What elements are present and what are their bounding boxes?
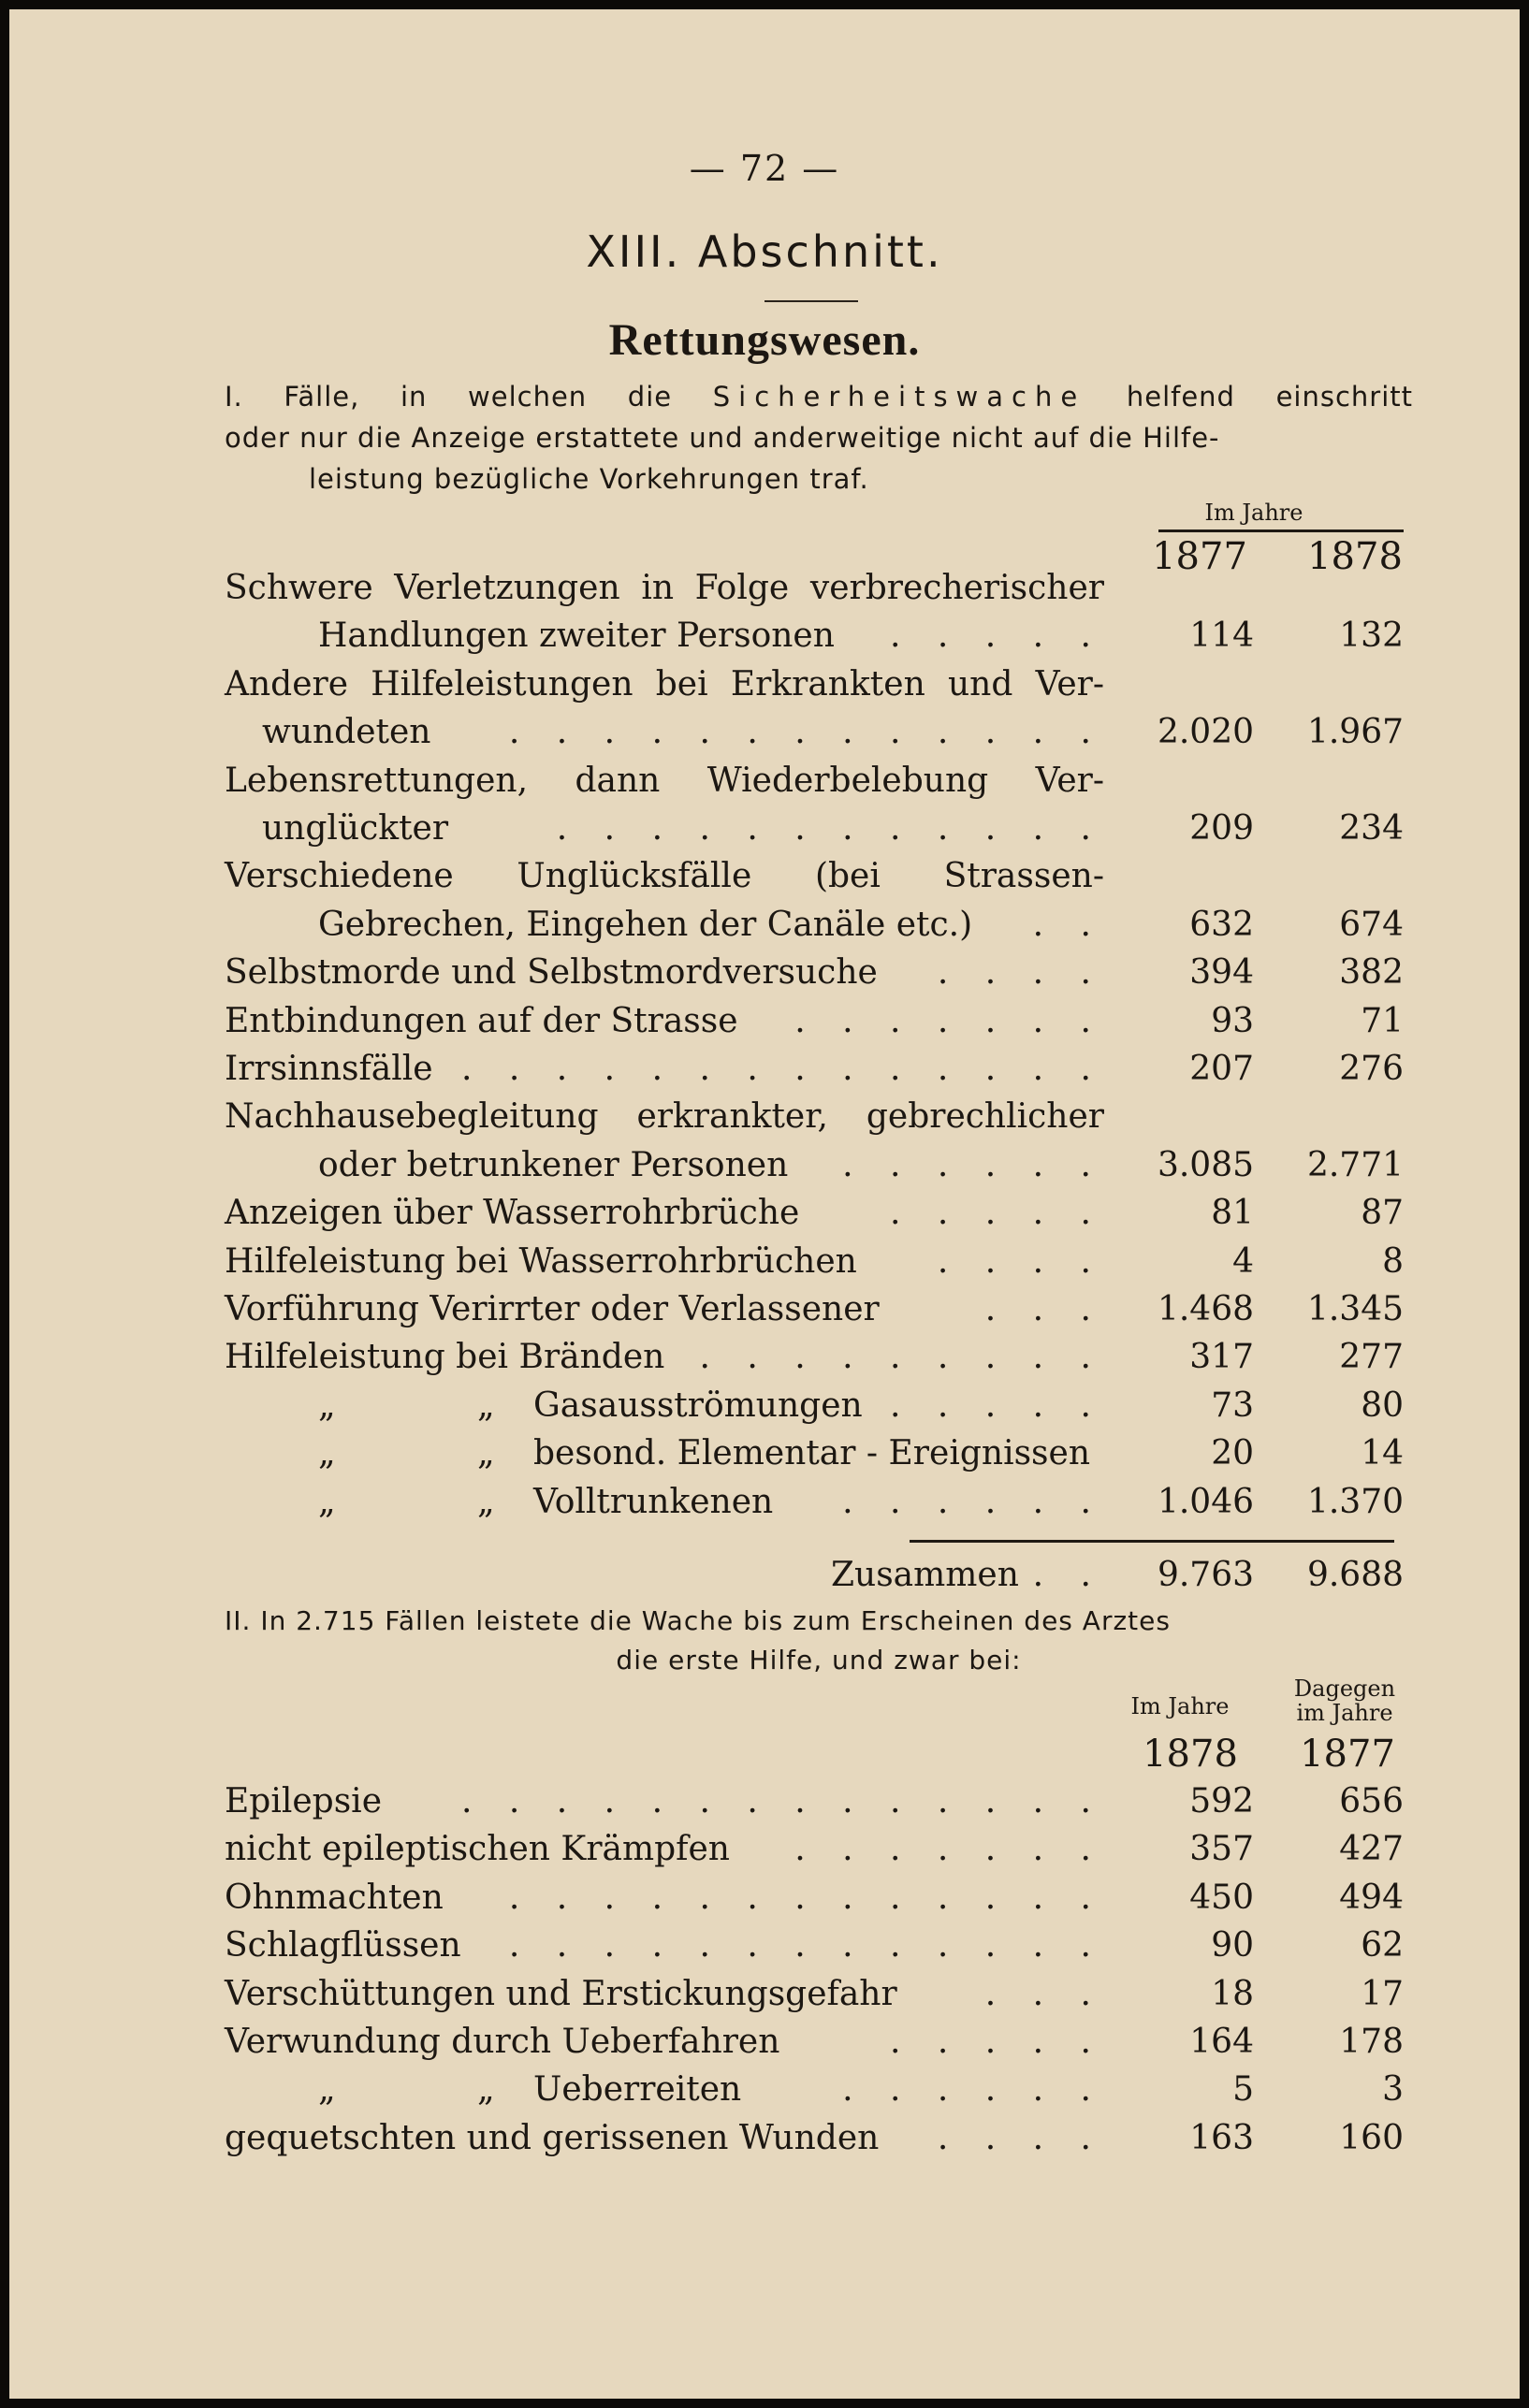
row-label: Vorführung Verirrter oder Verlassener: [225, 1290, 880, 1328]
value-col1: 209: [1189, 809, 1254, 848]
row-label: oder betrunkener Personen: [318, 1145, 789, 1184]
table-row: [225, 1285, 1413, 1333]
value-col1: 357: [1189, 1830, 1254, 1869]
emphasis-spaced: Sicherheitswache: [712, 381, 1086, 413]
table-row: [225, 1189, 1413, 1237]
table-row: [225, 949, 1413, 996]
value-col2: 8: [1382, 1241, 1404, 1281]
row-label: nicht epileptischen Krämpfen: [225, 1830, 730, 1869]
row-label: Ohnmachten: [225, 1878, 444, 1917]
table-row: [225, 852, 1413, 900]
dot-leader: . . . .: [937, 2118, 1104, 2157]
row-label: Ueberreiten: [533, 2070, 742, 2110]
row-label: Andere Hilfeleistungen bei Erkrankten und Ver-: [225, 664, 1104, 704]
row-label: Hilfeleistung bei Wasserrohrbrüchen: [225, 1241, 857, 1281]
value-col1: 114: [1189, 617, 1254, 656]
value-col2: 1.967: [1306, 713, 1404, 752]
value-col2: 3: [1382, 2070, 1404, 2110]
value-col2: 427: [1339, 1830, 1404, 1869]
ditto-mark: „: [318, 2070, 336, 2110]
value-col2: 17: [1361, 1974, 1404, 2013]
ditto-mark: „: [318, 1434, 336, 1473]
table-row: [225, 1970, 1413, 2018]
value-col1: 3.085: [1157, 1145, 1254, 1184]
value-col2: 132: [1339, 617, 1404, 656]
ditto-mark: „: [318, 1385, 336, 1425]
table-row: [225, 757, 1413, 805]
section-title: XIII. Abschnitt.: [586, 226, 943, 277]
table-row: [225, 2018, 1413, 2066]
table-row: [225, 1382, 1413, 1429]
value-col2: 71: [1361, 1001, 1404, 1040]
dot-leader: . . . . . . . . . . . . .: [508, 1926, 1104, 1966]
row-label: Handlungen zweiter Personen: [318, 617, 835, 656]
row-label: Gebrechen, Eingehen der Canäle etc.): [318, 905, 973, 944]
part1-intro-line2: oder nur die Anzeige erstattete und anderweitige nicht auf die Hilfe-: [225, 422, 1220, 454]
part2-intro-line1: II. In 2.715 Fällen leistete die Wache bis zum Erscheinen des Arztes: [225, 1605, 1171, 1636]
column-group-label: Im Jahre: [1204, 500, 1303, 526]
value-col1: 1.468: [1157, 1290, 1254, 1328]
dot-leader: . . . . . . . . . . . . . .: [461, 1050, 1104, 1088]
dot-leader: . . . .: [937, 953, 1104, 993]
value-col2: 674: [1339, 905, 1404, 944]
main-heading: Rettungswesen.: [608, 315, 921, 365]
dot-leader: . . . . .: [890, 2023, 1104, 2061]
value-col2: 80: [1361, 1385, 1404, 1425]
value-col1: 164: [1189, 2023, 1254, 2061]
dot-leader: . . . . .: [890, 617, 1104, 656]
row-label: gequetschten und gerissenen Wunden: [225, 2118, 880, 2157]
col1-head: Im Jahre: [1130, 1693, 1230, 1719]
dot-leader: . . . . . .: [842, 2070, 1104, 2110]
value-col2: 1.345: [1306, 1290, 1404, 1328]
value-col2: 234: [1339, 809, 1404, 848]
row-label: wundeten: [262, 713, 431, 752]
total-leader: . .: [1032, 1556, 1104, 1594]
total-value-1878: 9.688: [1306, 1556, 1404, 1594]
value-col1: 450: [1189, 1878, 1254, 1917]
divider: [764, 300, 858, 302]
part1-intro: [225, 376, 1413, 500]
value-col1: 81: [1211, 1194, 1254, 1233]
value-col2: 62: [1361, 1926, 1404, 1966]
dot-leader: . . . . .: [890, 1194, 1104, 1233]
dot-leader: . . . . . . . . .: [699, 1338, 1104, 1377]
page-number: — 72 —: [689, 148, 840, 189]
table-row: [225, 2114, 1413, 2162]
year-header-1: 1877: [1152, 535, 1247, 578]
row-label: Entbindungen auf der Strasse: [225, 1001, 738, 1040]
value-col2: 494: [1339, 1878, 1404, 1917]
ditto-mark: „: [477, 1482, 495, 1521]
table-row: [225, 2066, 1413, 2113]
dot-leader: . . . . . . . . . . . . .: [508, 713, 1104, 752]
column-brace: [1158, 529, 1404, 532]
part1-intro-line3: leistung bezügliche Vorkehrungen traf.: [309, 463, 869, 495]
row-label: Schlagflüssen: [225, 1926, 461, 1966]
dot-leader: . . . . . . . . . . . . .: [508, 1878, 1104, 1917]
row-label: Lebensrettungen, dann Wiederbelebung Ver-: [225, 761, 1104, 800]
value-col1: 20: [1211, 1434, 1254, 1473]
table-row: [225, 660, 1413, 708]
table-row: [225, 1478, 1413, 1526]
value-col1: 73: [1211, 1385, 1254, 1425]
dot-leader: . . . . . . . . . . . . . .: [461, 1782, 1104, 1821]
table-row: [225, 1922, 1413, 1969]
value-col1: 394: [1189, 953, 1254, 993]
dot-leader: . . . . . .: [842, 1482, 1104, 1521]
ditto-mark: „: [477, 2070, 495, 2110]
year-header-2: 1878: [1307, 535, 1403, 578]
row-label: Verschüttungen und Erstickungsgefahr: [225, 1974, 897, 2013]
table-row: [225, 1093, 1413, 1140]
p2-year-header-1: 1878: [1143, 1733, 1238, 1776]
row-label: Epilepsie: [225, 1782, 382, 1821]
part2-intro-line2: die erste Hilfe, und zwar bei:: [616, 1645, 1022, 1675]
sum-rule: [910, 1540, 1394, 1543]
row-label: Selbstmorde und Selbstmordversuche: [225, 953, 878, 993]
row-label: Anzeigen über Wasserrohrbrüche: [225, 1194, 800, 1233]
table-row: [225, 1429, 1413, 1477]
value-col1: 4: [1232, 1241, 1254, 1281]
value-col1: 5: [1232, 2070, 1254, 2110]
table-row: [225, 708, 1413, 756]
value-col1: 1.046: [1157, 1482, 1254, 1521]
value-col2: 277: [1339, 1338, 1404, 1377]
row-label: Volltrunkenen: [533, 1482, 774, 1521]
dot-leader: . . .: [984, 1290, 1104, 1328]
table-row: [225, 805, 1413, 852]
dot-leader: . . . . . . . . . . . .: [556, 809, 1104, 848]
table-row: [225, 1333, 1413, 1381]
row-label: Nachhausebegleitung erkrankter, gebrechlicher: [225, 1097, 1104, 1137]
value-col2: 656: [1339, 1782, 1404, 1821]
value-col1: 90: [1211, 1926, 1254, 1966]
row-label: unglückter: [262, 809, 449, 848]
row-label: Schwere Verletzungen in Folge verbrecherischer: [225, 569, 1104, 607]
table-row: [225, 1238, 1413, 1285]
row-label: Verschiedene Unglücksfälle (bei Strassen-: [225, 857, 1104, 896]
value-col2: 2.771: [1306, 1145, 1404, 1184]
dot-leader: . . . . . . .: [794, 1001, 1104, 1040]
value-col2: 160: [1339, 2118, 1404, 2157]
table-row: [225, 1141, 1413, 1189]
value-col2: 178: [1339, 2023, 1404, 2061]
dot-leader: . . . . .: [890, 1385, 1104, 1425]
value-col2: 276: [1339, 1050, 1404, 1088]
value-col1: 18: [1211, 1974, 1254, 2013]
ditto-mark: „: [318, 1482, 336, 1521]
p2-year-header-2: 1877: [1300, 1733, 1395, 1776]
value-col2: 14: [1361, 1434, 1404, 1473]
document-page: [9, 9, 1520, 2399]
dot-leader: . . . . . .: [842, 1145, 1104, 1184]
table-row: [225, 901, 1413, 949]
value-col1: 592: [1189, 1782, 1254, 1821]
value-col1: 163: [1189, 2118, 1254, 2157]
value-col2: 1.370: [1306, 1482, 1404, 1521]
value-col1: 317: [1189, 1338, 1254, 1377]
total-row: [225, 1551, 1413, 1599]
table-row: [225, 1874, 1413, 1922]
ditto-mark: „: [477, 1385, 495, 1425]
dot-leader: . . . .: [937, 1241, 1104, 1281]
row-label: Verwundung durch Ueberfahren: [225, 2023, 780, 2061]
table-row: [225, 1825, 1413, 1873]
value-col1: 93: [1211, 1001, 1254, 1040]
row-label: besond. Elementar - Ereignissen: [533, 1434, 1091, 1473]
table-row: [225, 612, 1413, 660]
col2-head: Dagegen im Jahre: [1293, 1675, 1396, 1726]
total-label: Zusammen: [831, 1556, 1019, 1594]
value-col1: 632: [1189, 905, 1254, 944]
row-label: Hilfeleistung bei Bränden: [225, 1338, 665, 1377]
part1-intro-line1: I. Fälle, in welchen die Sicherheitswache helfend einschritt: [225, 381, 1414, 413]
table-row: [225, 1045, 1413, 1093]
dot-leader: . . . . . . .: [794, 1830, 1104, 1869]
total-value-1877: 9.763: [1157, 1556, 1254, 1594]
row-label: Gasausströmungen: [533, 1385, 863, 1425]
table-row: [225, 1777, 1413, 1825]
table-row: [225, 997, 1413, 1045]
value-col2: 87: [1361, 1194, 1404, 1233]
part2-intro: [225, 1602, 1413, 1680]
value-col2: 382: [1339, 953, 1404, 993]
dot-leader: . .: [1032, 905, 1104, 944]
row-label: Irrsinnsfälle: [225, 1050, 433, 1088]
value-col1: 2.020: [1157, 713, 1254, 752]
value-col1: 207: [1189, 1050, 1254, 1088]
ditto-mark: „: [477, 1434, 495, 1473]
dot-leader: . . .: [984, 1974, 1104, 2013]
table-row: [225, 564, 1413, 612]
